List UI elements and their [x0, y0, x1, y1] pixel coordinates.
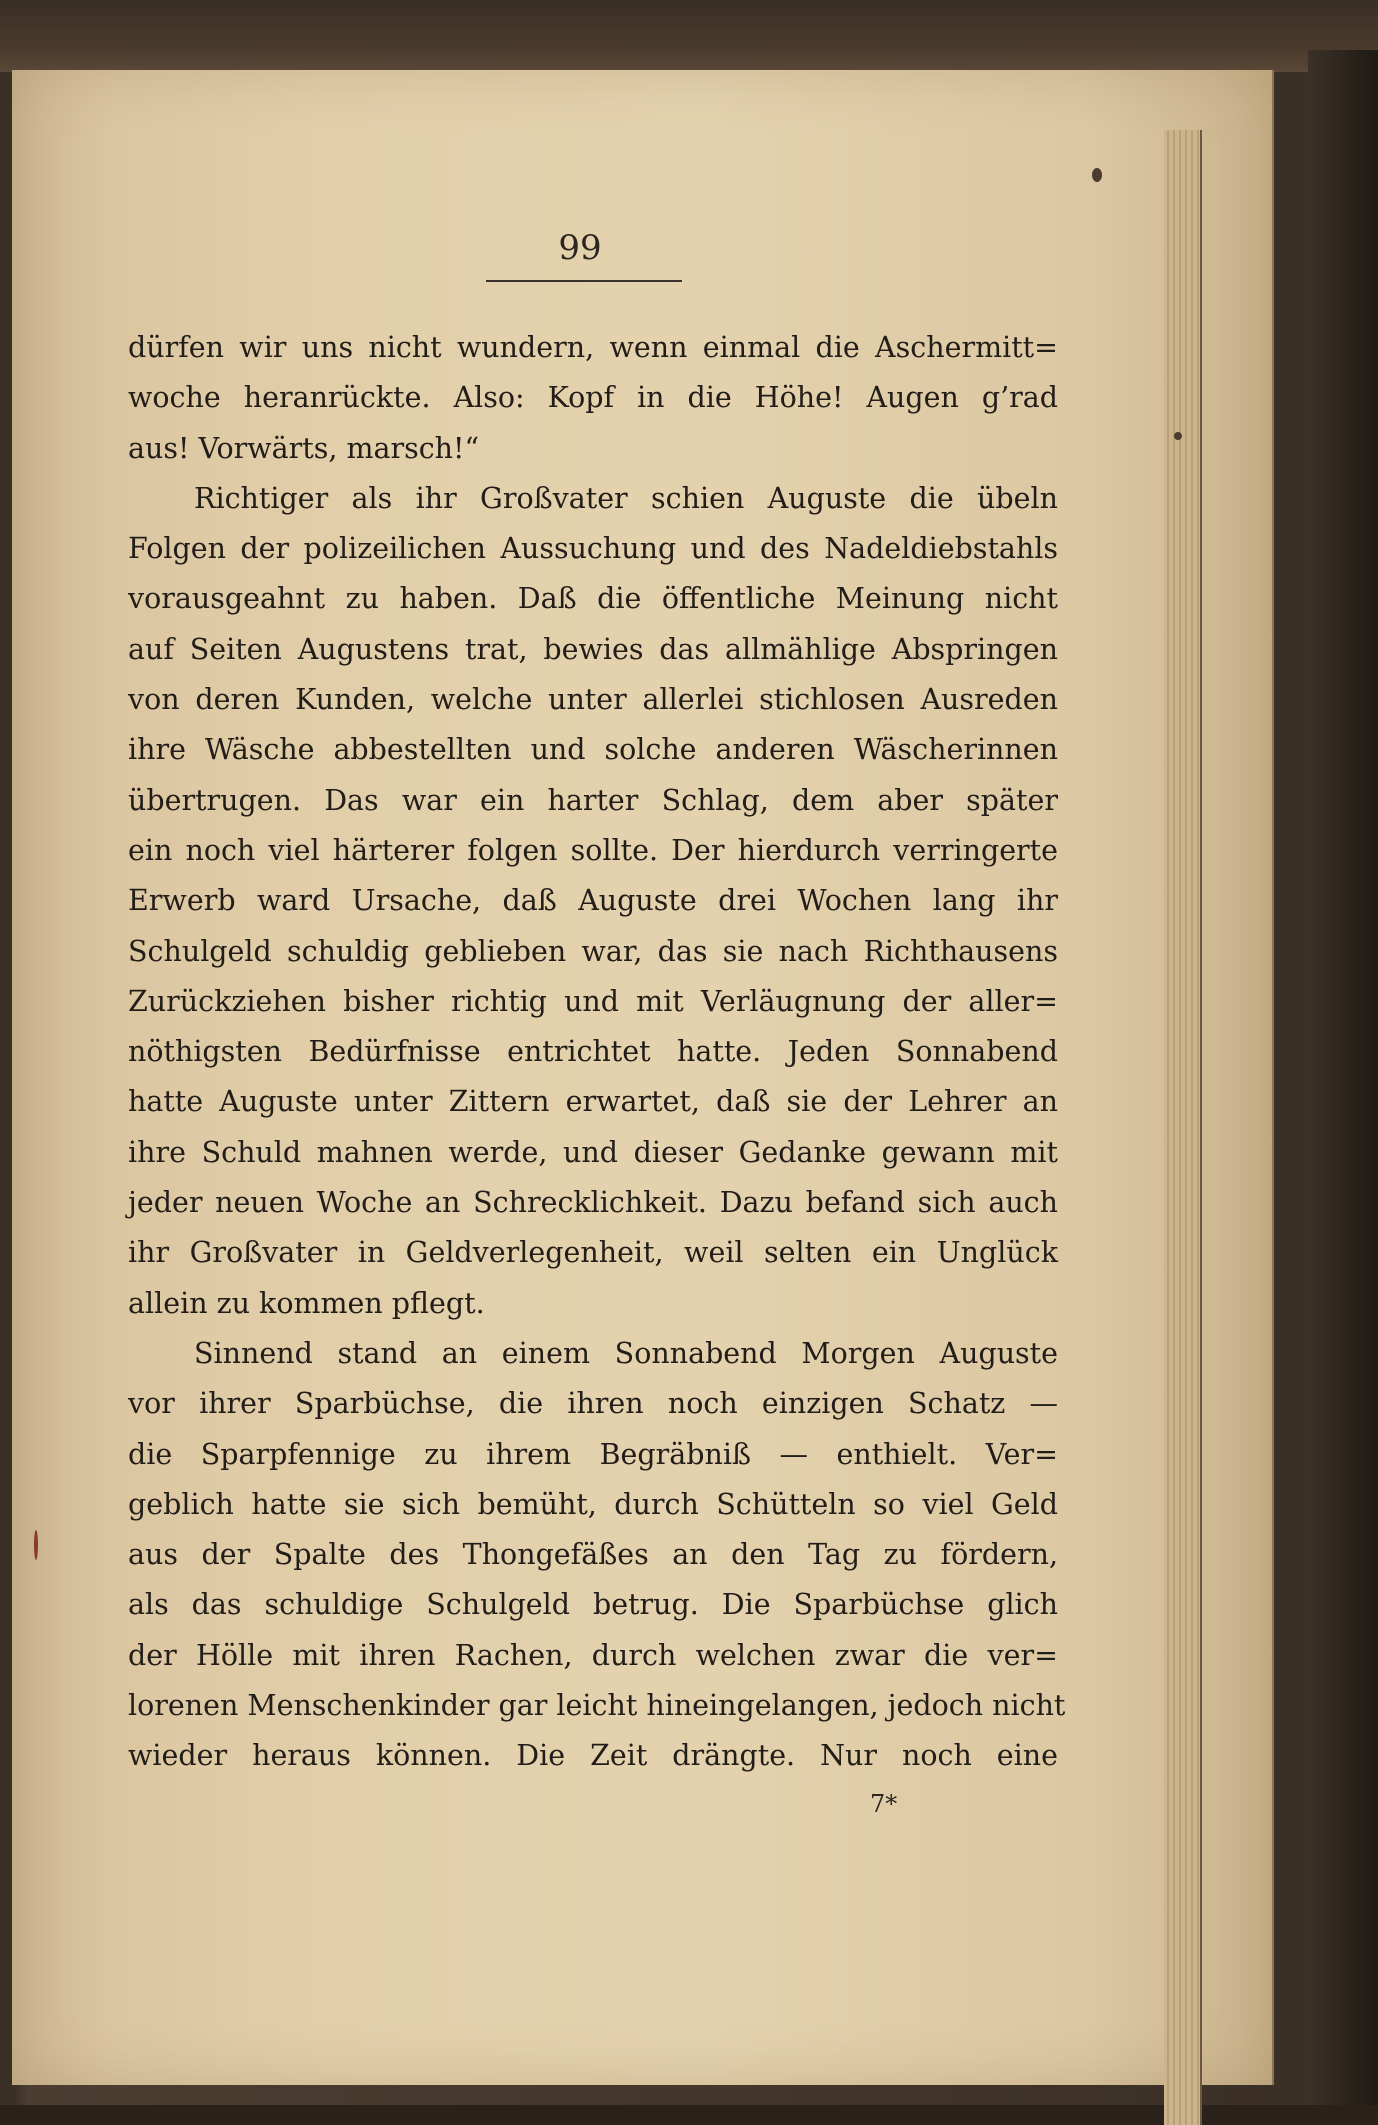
text-line: Zurückziehen bisher richtig und mit Verläugnung der aller=: [128, 984, 1058, 1018]
text-line: Richtiger als ihr Großvater schien Auguste die übeln: [194, 481, 1058, 515]
text-line: aus der Spalte des Thongefäßes an den Tag zu fördern,: [128, 1538, 1058, 1572]
text-line: ein noch viel härterer folgen sollte. Der hierdurch verringerte: [128, 833, 1058, 867]
header-rule: [486, 280, 682, 282]
text-line: die Sparpfennige zu ihrem Begräbniß — enthielt. Ver=: [128, 1437, 1058, 1471]
text-line: übertrugen. Das war ein harter Schlag, dem aber später: [128, 783, 1058, 817]
text-line: der Hölle mit ihren Rachen, durch welchen zwar die ver=: [128, 1638, 1058, 1672]
text-line: lorenen Menschenkinder gar leicht hineingelangen, jedoch nicht: [128, 1689, 1066, 1723]
text-line: geblich hatte sie sich bemüht, durch Schütteln so viel Geld: [128, 1487, 1058, 1521]
text-line: nöthigsten Bedürfnisse entrichtet hatte. Jeden Sonnabend: [128, 1035, 1058, 1069]
text-line: ihre Wäsche abbestellten und solche anderen Wäscherinnen: [128, 733, 1058, 767]
text-line: ihre Schuld mahnen werde, und dieser Gedanke gewann mit: [128, 1135, 1058, 1169]
text-line: allein zu kommen pflegt.: [128, 1286, 485, 1320]
text-line: Erwerb ward Ursache, daß Auguste drei Wochen lang ihr: [128, 884, 1058, 918]
signature-mark: 7*: [870, 1790, 898, 1818]
page-body-text: [128, 323, 1066, 1803]
paper-fleck: [1092, 168, 1102, 182]
text-line: ihr Großvater in Geldverlegenheit, weil selten ein Unglück: [128, 1236, 1058, 1270]
book-cover-edge: [1308, 50, 1378, 2105]
text-line: hatte Auguste unter Zittern erwartet, daß sie der Lehrer an: [128, 1085, 1058, 1119]
text-line: auf Seiten Augustens trat, bewies das allmählige Abspringen: [128, 632, 1058, 666]
text-line: Schulgeld schuldig geblieben war, das sie nach Richthausens: [128, 934, 1058, 968]
page-stack-edge: [1164, 130, 1202, 2125]
text-line: dürfen wir uns nicht wundern, wenn einmal die Aschermitt=: [128, 331, 1058, 364]
text-line: Folgen der polizeilichen Aussuchung und des Nadeldiebstahls: [128, 532, 1058, 566]
text-line: woche heranrückte. Also: Kopf in die Höhe! Augen g’rad: [128, 381, 1058, 415]
paper-fleck: [34, 1530, 38, 1560]
paper-fleck: [1174, 432, 1182, 440]
text-line: aus! Vorwärts, marsch!“: [128, 431, 480, 465]
text-line: von deren Kunden, welche unter allerlei stichlosen Ausreden: [128, 683, 1058, 717]
text-line: als das schuldige Schulgeld betrug. Die Sparbüchse glich: [128, 1588, 1058, 1622]
book-top-edge: [0, 0, 1378, 72]
text-line: wieder heraus können. Die Zeit drängte. Nur noch eine: [128, 1739, 1058, 1773]
text-line: vorausgeahnt zu haben. Daß die öffentliche Meinung nicht: [128, 582, 1058, 616]
text-line: jeder neuen Woche an Schrecklichkeit. Dazu befand sich auch: [128, 1186, 1058, 1220]
text-line: vor ihrer Sparbüchse, die ihren noch einzigen Schatz —: [128, 1387, 1058, 1421]
text-line: Sinnend stand an einem Sonnabend Morgen Auguste: [194, 1336, 1058, 1370]
page-number: 99: [558, 228, 602, 268]
